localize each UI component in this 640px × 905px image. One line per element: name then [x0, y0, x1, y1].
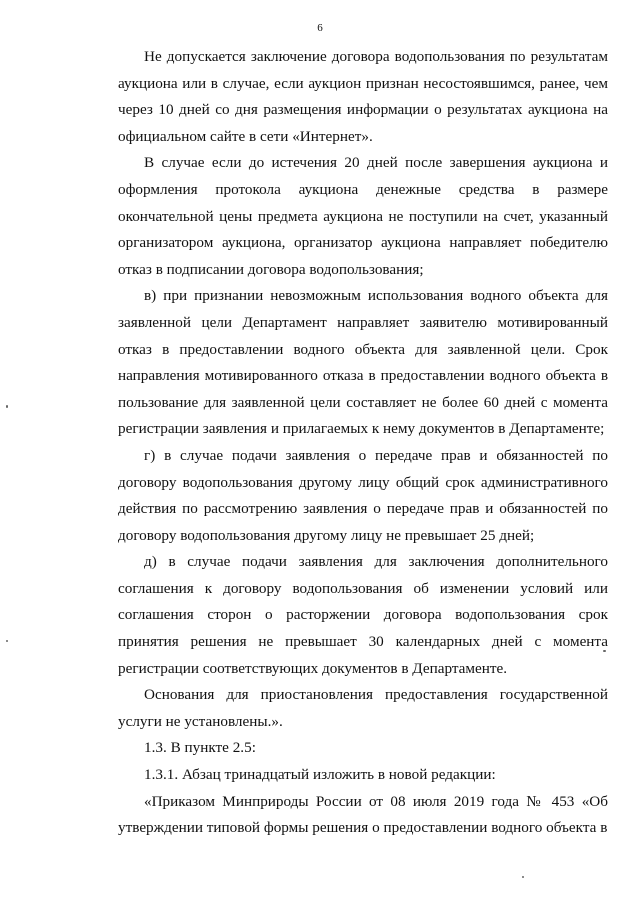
scan-speck-bottom-1 [522, 876, 524, 878]
paragraph-order-quote: «Приказом Минприроды России от 08 июля 2019 года № 453 «Об утверждении типовой формы решения о предоставлении водного объекта в [118, 792, 608, 837]
paragraph-item-d: д) в случае подачи заявления для заключения дополнительного соглашения к договору водопользования об изменении условий или соглашения сторон о расторжении договора водопользования срок принятия решения не превышает 30 календарных дней с момента регистрации соответствующих документов в Департаменте. [118, 553, 608, 677]
paragraph-1-3-1: 1.3.1. Абзац тринадцатый изложить в новой редакции: [144, 766, 496, 784]
page-number: 6 [317, 22, 323, 34]
paragraph-suspension-grounds: Основания для приостановления предоставления государственной услуги не установлены.». [118, 686, 608, 730]
scan-speck-left-2 [6, 640, 8, 642]
scan-speck-left-1 [6, 405, 8, 408]
paragraph-item-v: в) при признании невозможным использования водного объекта для заявленной цели Департамент направляет заявителю мотивированный отказ в предоставлении водного объекта для заявленной цели. Срок направления мотивированного отказа в предоставлении водного объекта в пользование для заявленной цели составляет не более 60 дней с момента регистрации заявления и прилагаемых к нему документов в Департаменте; [118, 287, 608, 438]
paragraph-auction-refusal: В случае если до истечения 20 дней после завершения аукциона и оформления протокола аукциона денежные средства в размере окончательной цены предмета аукциона не поступили на счет, указанный организатором аукциона, организатор аукциона направляет победителю отказ в подписании договора водопользования; [118, 154, 608, 278]
paragraph-item-g: г) в случае подачи заявления о передаче прав и обязанностей по договору водопользования другому лицу общий срок административного действия по рассмотрению заявления о передаче прав и обязанностей по договору водопользования другому лицу не превышает 25 дней; [118, 446, 608, 544]
paragraph-1-3: 1.3. В пункте 2.5: [144, 739, 256, 757]
document-body [118, 44, 608, 842]
paragraph-auction-contract: Не допускается заключение договора водопользования по результатам аукциона или в случае, если аукцион признан несостоявшимся, ранее, чем через 10 дней со дня размещения информации о результатах аукциона на официальном сайте в сети «Интернет». [118, 48, 608, 145]
scan-speck-right-1 [603, 650, 606, 652]
